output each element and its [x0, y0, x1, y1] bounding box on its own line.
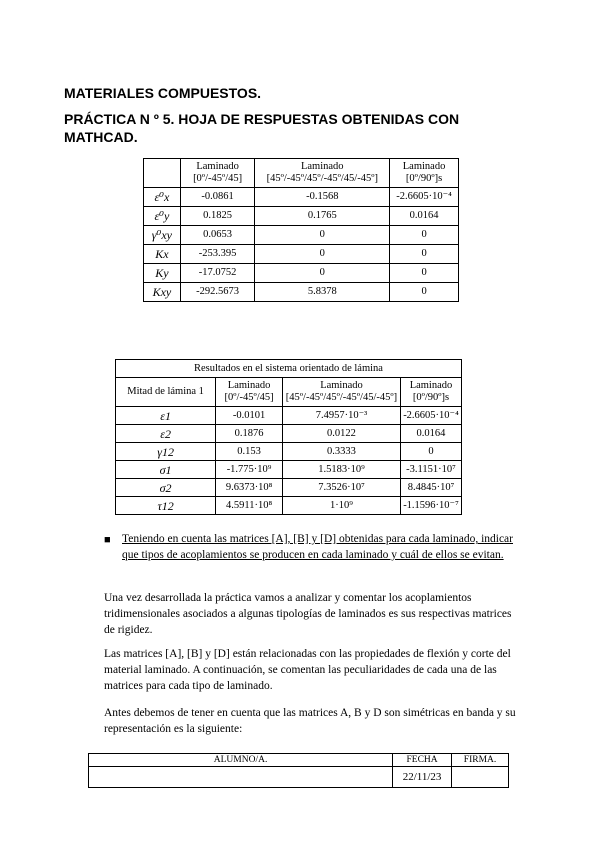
- row-label: ε⁰y: [144, 207, 181, 226]
- table-cell: 0: [255, 226, 390, 245]
- question-text: Teniendo en cuenta las matrices [A], [B] y [D] obtenidas para cada laminado, indicar que tipos de acoplamientos se producen en cada laminado y cuál de ellos se evitan.: [122, 533, 513, 561]
- row-label: Kxy: [144, 283, 181, 302]
- table-cell: -1.775·10⁹: [216, 461, 283, 479]
- table-cell: 0.1876: [216, 425, 283, 443]
- fecha-label: FECHA: [393, 754, 452, 767]
- table-cell: -292.5673: [180, 283, 255, 302]
- row-label: τ12: [116, 497, 216, 515]
- table-cell: 0: [390, 283, 459, 302]
- table-row: [144, 283, 459, 302]
- row-label: Ky: [144, 264, 181, 283]
- table-cell: -3.1151·10⁷: [400, 461, 461, 479]
- row-label: ε⁰x: [144, 188, 181, 207]
- empty-header-cell: [144, 159, 181, 188]
- table-cell: 0.0122: [283, 425, 401, 443]
- table-row: [144, 226, 459, 245]
- table-cell: 0: [400, 443, 461, 461]
- practice-heading-line2: MATHCAD.: [64, 129, 138, 145]
- table-row: [116, 425, 462, 443]
- table-cell: 0.3333: [283, 443, 401, 461]
- firma-label: FIRMA.: [452, 754, 509, 767]
- table-cell: -0.1568: [255, 188, 390, 207]
- table-cell: 8.4845·10⁷: [400, 479, 461, 497]
- table-cell: 7.3526·10⁷: [283, 479, 401, 497]
- paragraph-matrices: Las matrices [A], [B] y [D] están relacionadas con las propiedades de flexión y corte del material laminado. A continuación, se comentan las peculiaridades de cada una de las matrices para cada tipo de laminado.: [104, 648, 511, 692]
- table-cell: 5.8378: [255, 283, 390, 302]
- alumno-label: ALUMNO/A.: [89, 754, 393, 767]
- paragraph-intro: Una vez desarrollada la práctica vamos a analizar y comentar los acoplamientos tridimensionales asociados a algunas tipologías de laminados es sus respectivas matrices de rigidez.: [104, 592, 512, 636]
- paragraph-symmetry: Antes debemos de tener en cuenta que las matrices A, B y D son simétricas en banda y su representación es la siguiente:: [104, 707, 516, 735]
- table-cell: 0: [390, 245, 459, 264]
- table-cell: 0: [390, 264, 459, 283]
- bullet-icon: ■: [104, 534, 111, 546]
- table-cell: 1.5183·10⁹: [283, 461, 401, 479]
- table-cell: 0.0164: [400, 425, 461, 443]
- table-caption-row: [116, 360, 462, 378]
- table-header-row: [116, 378, 462, 407]
- table-cell: 0.1765: [255, 207, 390, 226]
- lamina-results-table: [115, 359, 462, 515]
- signature-table: [88, 753, 509, 788]
- table-cell: 0.1825: [180, 207, 255, 226]
- table-cell: 0: [255, 264, 390, 283]
- document-title: MATERIALES COMPUESTOS.: [64, 85, 262, 101]
- fecha-value: 22/11/23: [393, 767, 452, 788]
- table-row: [116, 479, 462, 497]
- table-cell: 7.4957·10⁻³: [283, 407, 401, 425]
- column-header: Laminado [0º/90º]s: [390, 159, 459, 188]
- table-cell: 0.153: [216, 443, 283, 461]
- row-label: σ1: [116, 461, 216, 479]
- column-header: Laminado [0º/-45º/45]: [216, 378, 283, 407]
- column-header: Laminado [45º/-45º/45º/-45º/45/-45º]: [283, 378, 401, 407]
- table-row: [116, 497, 462, 515]
- table-header-row: [144, 159, 459, 188]
- alumno-field[interactable]: [89, 767, 393, 788]
- table-cell: -17.0752: [180, 264, 255, 283]
- firma-field[interactable]: [452, 767, 509, 788]
- column-header: Laminado [0º/-45º/45]: [180, 159, 255, 188]
- table-row: [116, 407, 462, 425]
- column-header: Mitad de lámina 1: [116, 378, 216, 407]
- row-label: Kx: [144, 245, 181, 264]
- table-cell: -0.0861: [180, 188, 255, 207]
- table-cell: 4.5911·10⁸: [216, 497, 283, 515]
- table-header-row: [89, 754, 509, 767]
- table-row: [116, 443, 462, 461]
- table-cell: -1.1596·10⁻⁷: [400, 497, 461, 515]
- table-row: [144, 264, 459, 283]
- table-cell: 0.0653: [180, 226, 255, 245]
- row-label: ε2: [116, 425, 216, 443]
- table-cell: -0.0101: [216, 407, 283, 425]
- table-cell: -253.395: [180, 245, 255, 264]
- table-cell: 9.6373·10⁸: [216, 479, 283, 497]
- row-label: ε1: [116, 407, 216, 425]
- table-row: [116, 461, 462, 479]
- column-header: Laminado [45º/-45º/45º/-45º/45/-45º]: [255, 159, 390, 188]
- table-caption: Resultados en el sistema orientado de lámina: [116, 360, 462, 378]
- table-row: [144, 188, 459, 207]
- table-cell: 0: [255, 245, 390, 264]
- table-cell: 0.0164: [390, 207, 459, 226]
- strain-curvature-table: [143, 158, 459, 302]
- column-header: Laminado [0º/90º]s: [400, 378, 461, 407]
- table-cell: 1·10⁹: [283, 497, 401, 515]
- table-cell: -2.6605·10⁻⁴: [390, 188, 459, 207]
- practice-heading-line1: PRÁCTICA N º 5. HOJA DE RESPUESTAS OBTENIDAS CON: [64, 111, 460, 127]
- table-row: [89, 767, 509, 788]
- row-label: σ2: [116, 479, 216, 497]
- table-cell: 0: [390, 226, 459, 245]
- row-label: γ⁰xy: [144, 226, 181, 245]
- row-label: γ12: [116, 443, 216, 461]
- table-cell: -2.6605·10⁻⁴: [400, 407, 461, 425]
- table-row: [144, 207, 459, 226]
- table-row: [144, 245, 459, 264]
